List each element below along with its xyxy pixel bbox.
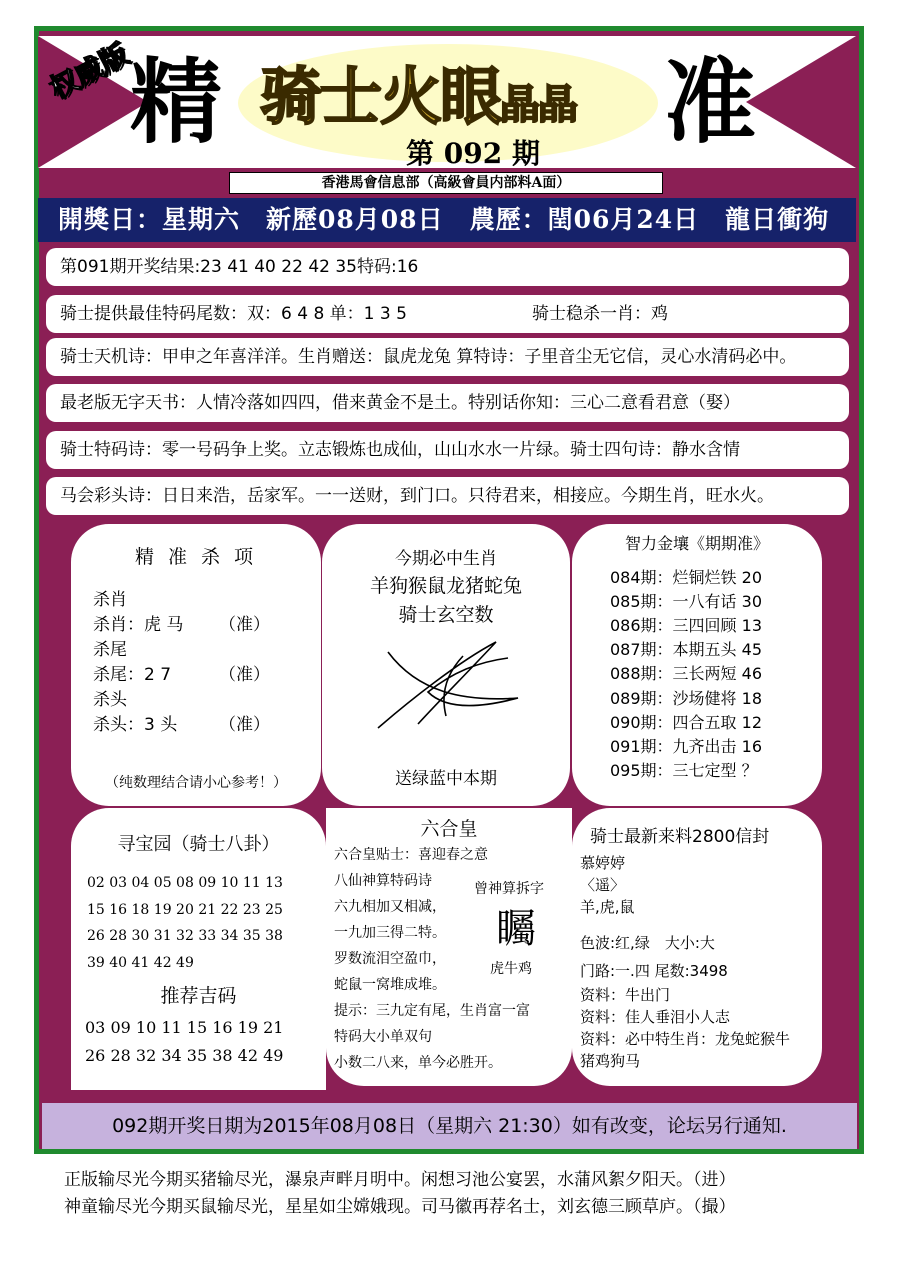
treasure-number-row: 15 16 18 19 20 21 22 23 25 (87, 902, 283, 918)
info-row-special (46, 431, 849, 469)
brand-title (260, 62, 576, 140)
row-text: 骑士提供最佳特码尾数：双：6 4 8 单：1 3 5 (60, 304, 407, 324)
wisdom-item: 084期：烂铜烂铁 20 (610, 568, 763, 587)
treasure-number-row: 02 03 04 05 08 09 10 11 13 (87, 875, 283, 891)
wisdom-title: 智力金壤《期期准》 (624, 534, 769, 553)
treasure-title: 寻宝园（骑士八卦） (117, 834, 280, 855)
row-text: 马会彩头诗：日日来浩，岳家军。一一送财，到门口。只待君来，相接应。今期生肖，旺水火。 (60, 486, 774, 506)
treasure-number-row: 39 40 41 42 49 (87, 955, 194, 971)
row-text: 骑士特码诗：零一号码争上奖。立志锻炼也成仙，山山水水一片绿。骑士四句诗：静水含情 (60, 440, 740, 460)
info-row-tail (46, 295, 849, 333)
kill-note: （准） (219, 665, 270, 685)
footer-line: 神童输尽光今期买鼠输尽光，星星如尘嫦娥现。司马徽再荐名士，刘玄德三顾草庐。（撮） (64, 1197, 736, 1217)
brand-main: 骑士火眼 (260, 60, 501, 133)
title-left-char: 精 (130, 48, 223, 156)
liuhe-line: 一九加三得二特。 (334, 925, 446, 941)
row-text: 第091期开奖结果:23 41 40 22 42 35特码:16 (60, 257, 419, 277)
draw-notice-bar: 092期开奖日期为2015年08月08日（星期六 21:30）如有改变，论坛另行通知. (42, 1103, 857, 1149)
signature-scribble (368, 632, 528, 732)
latest-title: 骑士最新来料2800信封 (590, 827, 770, 847)
issue-number: 第 092 期 (406, 137, 540, 168)
right-triangle (746, 36, 856, 168)
liuhe-line: 特码大小单双句 (334, 1029, 432, 1045)
wisdom-item: 091期：九齐出击 16 (610, 737, 763, 756)
treasure-number-row: 26 28 30 31 32 33 34 35 38 (87, 928, 283, 944)
latest-line: 羊,虎,鼠 (580, 898, 635, 916)
zodiac-box (322, 524, 570, 806)
latest-line: 门路:一.四 尾数:3498 (580, 962, 728, 980)
info-row-poem (46, 338, 849, 376)
zodiac-list: 羊狗猴鼠龙猪蛇兔 (369, 575, 522, 597)
latest-line: 慕婷婷 (580, 854, 626, 872)
wisdom-box (572, 524, 822, 806)
liuhe-line: 蛇鼠一窝堆成堆。 (334, 977, 446, 993)
row-text: 最老版无字天书：人情冷落如四四，借来黄金不是土。特别话你知：三心二意看君意（娶） (60, 393, 740, 413)
liuhe-title: 六合皇 (420, 818, 478, 840)
latest-line: 猪鸡狗马 (580, 1052, 641, 1070)
treasure-box (71, 808, 326, 1090)
liuhe-line: 六九相加又相减， (334, 899, 446, 915)
row-text: 骑士天机诗：甲申之年喜洋洋。生肖赠送：鼠虎龙兔 算特诗：子里音尘无它信，灵心水清码必中。 (60, 347, 797, 367)
header (38, 36, 856, 168)
kill-line: 杀肖 (93, 590, 127, 610)
liuhe-side-char: 矚 (496, 906, 536, 952)
wisdom-item: 089期：沙场健将 18 (610, 689, 763, 708)
wisdom-item: 088期：三长两短 46 (610, 664, 763, 683)
wisdom-item: 090期：四合五取 12 (610, 713, 763, 732)
org-banner: 香港馬會信息部（高級會員内部料A面） (229, 172, 663, 194)
liuhe-line: 提示：三九定有尾，生肖富一富 (334, 1003, 530, 1019)
info-row-result (46, 248, 849, 286)
edition-label: 权威版 (43, 37, 134, 106)
liuhe-line: 八仙神算特码诗 (334, 873, 432, 889)
kill-line: 杀头 (93, 690, 127, 710)
kill-footnote: （纯数理结合请小心参考！） (105, 775, 287, 791)
latest-line: 色波:红,绿 大小:大 (580, 934, 715, 952)
latest-line: 资料：牛出门 (580, 986, 671, 1004)
kill-note: （准） (219, 615, 270, 635)
liuhe-line: 罗数流泪空盈巾， (334, 951, 446, 967)
lucky-number-row: 26 28 32 34 35 38 42 49 (85, 1046, 284, 1065)
lucky-number-row: 03 09 10 11 15 16 19 21 (85, 1018, 284, 1037)
liuhe-side-title: 曾神算拆字 (474, 881, 544, 897)
wisdom-item: 095期：三七定型 ？ (610, 761, 758, 780)
latest-line: 资料：必中特生肖：龙兔蛇猴牛 (580, 1030, 791, 1048)
title-right-char: 准 (663, 48, 756, 156)
kill-line: 杀肖：虎 马 (93, 615, 184, 635)
row-text-right: 骑士稳杀一肖：鸡 (532, 304, 668, 324)
latest-line: 资料：佳人垂泪小人志 (580, 1008, 731, 1026)
kill-line: 杀头：3 头 (93, 715, 178, 735)
liuhe-side-zodiac: 虎牛鸡 (490, 961, 532, 977)
brand-small: 晶晶 (500, 81, 577, 128)
latest-line: 〈遥〉 (580, 876, 626, 894)
footer-line: 正版输尽光今期买猪输尽光，瀑泉声畔月明中。闲想习池公宴罢，水蒲风絮夕阳天。（进） (64, 1170, 736, 1190)
lucky-title: 推荐吉码 (160, 985, 237, 1007)
zodiac-title: 今期必中生肖 (395, 549, 497, 569)
liuhe-line: 六合皇贴士：喜迎春之意 (334, 847, 488, 863)
kill-box (71, 524, 321, 806)
zodiac-bottom: 送绿蓝中本期 (395, 769, 497, 789)
kill-note: （准） (219, 715, 270, 735)
wisdom-item: 087期：本期五头 45 (610, 640, 763, 659)
wisdom-item: 086期：三四回顾 13 (610, 616, 763, 635)
zodiac-subtitle: 骑士玄空数 (398, 604, 494, 626)
latest-box (572, 808, 822, 1086)
kill-line: 杀尾 (93, 640, 127, 660)
kill-box-title: 精 准 杀 项 (134, 546, 258, 568)
draw-date-bar: 開獎日：星期六 新歷08月08日 農歷：閏06月24日 龍日衝狗 (38, 198, 856, 242)
info-row-book (46, 384, 849, 422)
wisdom-item: 085期：一八有话 30 (610, 592, 763, 611)
liuhe-box (326, 808, 572, 1086)
kill-line: 杀尾：2 7 (93, 665, 172, 685)
info-row-lucky (46, 477, 849, 515)
liuhe-line: 小数二八来，单今必胜开。 (334, 1055, 502, 1071)
